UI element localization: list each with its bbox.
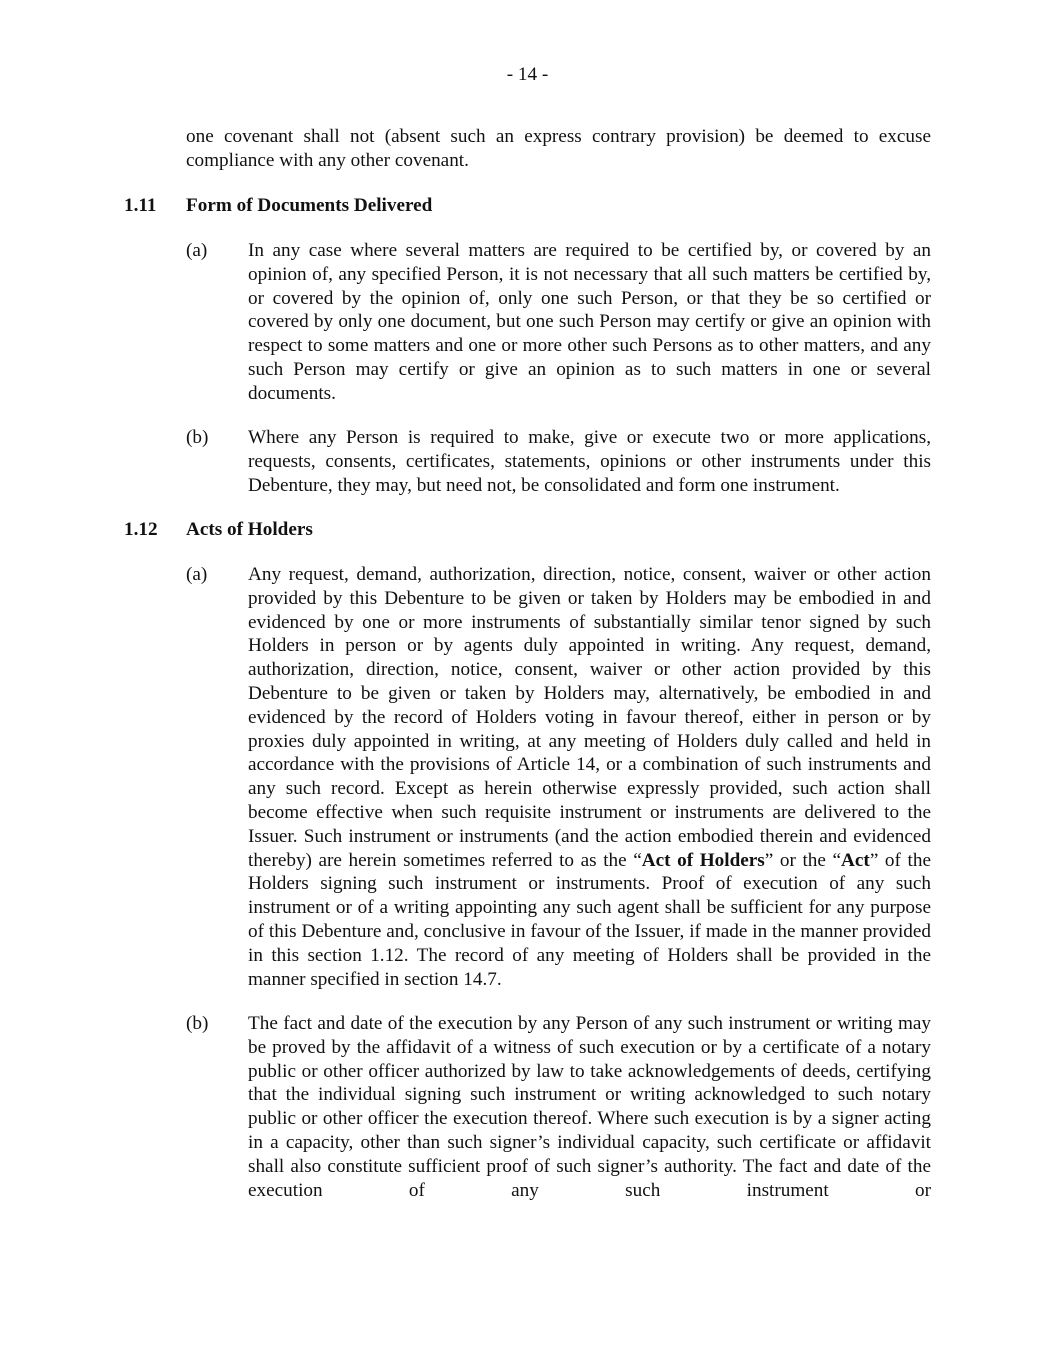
section-number: 1.12	[124, 519, 158, 540]
defined-term-act-of-holders: Act of Holders	[641, 849, 765, 871]
item-text-part: ” or the “	[764, 849, 842, 871]
page-number: - 14 -	[506, 64, 549, 85]
item-text: In any case where several matters are required to be certified by, or covered by an opinion of, any specified Person, it is not necessary that all such matters be certified by, or covered by the opinion of, only one such Person, or that they be so certified or covered by only one document, but one such Person may certify or give an opinion with respect to some matters and one or more other such Persons as to other matters, and any such Person may certify or give an opinion as to such matters in one or several documents.	[248, 240, 931, 404]
continuation-paragraph: one covenant shall not (absent such an express contrary provision) be deemed to excuse compliance with any other covenant.	[186, 126, 931, 171]
defined-term-act: Act	[841, 849, 870, 871]
section-title: Form of Documents Delivered	[186, 195, 433, 216]
item-text-part: Any request, demand, authorization, direction, notice, consent, waiver or other action provided by this Debenture to be given or taken by Holders may be embodied in and evidenced by one or more instruments of substantially similar tenor signed by such Holders in person or by agents duly appointed in writing. Any request, demand, authorization, direction, notice, consent, waiver or other action provided by this Debenture to be given or taken by Holders may, alternatively, be embodied in and evidenced by the record of Holders voting in favour thereof, either in person or by proxies duly appointed in writing, at any meeting of Holders duly called and held in accordance with the provisions of Article 14, or a combination of such instruments and any such record. Except as herein otherwise expressly provided, such action shall become effective when such requisite instrument or instruments are delivered to the Issuer. Such instrument or instruments (and the action embodied therein and evidenced thereby) are herein sometimes referred to as the “	[248, 564, 931, 871]
item-text: Where any Person is required to make, give or execute two or more applications, requests, consents, certificates, statements, opinions or other instruments under this Debenture, they may, but need not, be consolidated and form one instrument.	[248, 427, 931, 496]
item-text	[248, 563, 931, 991]
item-text: The fact and date of the execution by any Person of any such instrument or writing may be proved by the affidavit of a witness of such execution or by a certificate of a notary public or other officer authorized by law to take acknowledgements of deeds, certifying that the individual signing such instrument or writing acknowledged to such notary public or other officer the execution thereof. Where such execution is by a signer acting in a capacity, other than such signer’s individual capacity, such certificate or affidavit shall also constitute sufficient proof of such signer’s authority. The fact and date of the execution of any such instrument or	[248, 1013, 931, 1201]
item-text-part: ” of the Holders signing such instrument or instruments. Proof of execution of any such instrument or of a writing appointing any such agent shall be sufficient for any purpose of this Debenture and, conclusive in favour of the Issuer, if made in the manner provided in this section 1.12. The record of any meeting of Holders shall be provided in the manner specified in section 14.7.	[248, 849, 931, 990]
item-label: (b)	[186, 427, 209, 448]
section-heading-1-12	[124, 518, 313, 542]
section-heading-1-11	[124, 194, 432, 218]
item-label: (a)	[186, 240, 208, 261]
section-number: 1.11	[124, 195, 157, 216]
item-label: (b)	[186, 1013, 209, 1034]
item-label: (a)	[186, 564, 208, 585]
section-title: Acts of Holders	[186, 519, 313, 540]
